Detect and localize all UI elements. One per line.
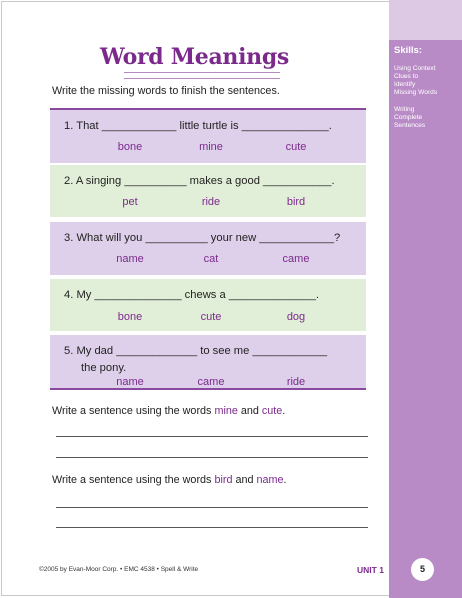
word-option: came <box>282 253 310 265</box>
skills-title: Skills: <box>394 45 422 56</box>
item-sentence: 4. My ______________ chews a ______________. <box>64 289 320 301</box>
exercise-item-3 <box>50 222 366 275</box>
writing-line[interactable] <box>56 527 368 528</box>
prompt-word: name <box>256 474 284 486</box>
title-underline <box>124 72 280 79</box>
skill-line: Writing <box>394 106 415 113</box>
skill-writing-sentences <box>394 106 458 130</box>
item-sentence: 1. That ____________ little turtle is ______________. <box>64 120 332 132</box>
exercise-item-1 <box>50 108 366 163</box>
prompt-word: mine <box>214 405 238 417</box>
write-prompt-2 <box>52 474 287 486</box>
word-option: bone <box>117 311 143 323</box>
skill-line: Clues to <box>394 73 419 80</box>
exercise-item-4 <box>50 279 366 331</box>
skill-line: Identify <box>394 81 416 88</box>
word-option: came <box>197 376 225 388</box>
word-option: bone <box>117 141 143 153</box>
word-option: mine <box>199 141 223 153</box>
word-option: name <box>116 253 144 265</box>
word-option: cute <box>285 141 307 153</box>
item-sentence: 2. A singing __________ makes a good ___________. <box>64 175 335 187</box>
sidebar-header-block <box>389 0 462 40</box>
word-option: cute <box>200 311 222 323</box>
writing-line[interactable] <box>56 436 368 437</box>
word-option: name <box>116 376 144 388</box>
write-prompt-1 <box>52 405 285 417</box>
item-sentence: 3. What will you __________ your new ____________? <box>64 232 341 244</box>
skill-line: Complete <box>394 114 423 121</box>
skill-context-clues <box>394 65 458 97</box>
prompt-word: cute <box>261 405 283 417</box>
prompt-text: . <box>282 405 286 417</box>
word-option: cat <box>203 253 219 265</box>
word-option: dog <box>286 311 306 323</box>
word-option: pet <box>122 196 138 208</box>
word-option: ride <box>201 196 221 208</box>
skill-line: Using Context <box>394 65 436 72</box>
prompt-text: and <box>232 474 257 486</box>
skill-line: Sentences <box>394 122 426 129</box>
instruction-text: Write the missing words to finish the sentences. <box>52 85 280 97</box>
skill-line: Missing Words <box>394 89 438 96</box>
prompt-text: . <box>283 474 287 486</box>
prompt-word: bird <box>214 474 233 486</box>
prompt-text: Write a sentence using the words <box>52 474 215 486</box>
writing-line[interactable] <box>56 457 368 458</box>
page-number: 5 <box>411 558 434 581</box>
page-title: Word Meanings <box>99 44 290 70</box>
item-sentence-continuation: the pony. <box>81 362 127 374</box>
exercise-item-2 <box>50 165 366 217</box>
exercise-item-5 <box>50 335 366 390</box>
prompt-text: and <box>237 405 262 417</box>
writing-line[interactable] <box>56 507 368 508</box>
item-sentence: 5. My dad _____________ to see me ____________ <box>64 345 328 357</box>
prompt-text: Write a sentence using the words <box>52 405 215 417</box>
word-option: ride <box>286 376 306 388</box>
copyright-footer: ©2005 by Evan-Moor Corp. • EMC 4538 • Spell & Write <box>39 566 199 573</box>
unit-label: UNIT 1 <box>357 565 384 575</box>
word-option: bird <box>286 196 306 208</box>
